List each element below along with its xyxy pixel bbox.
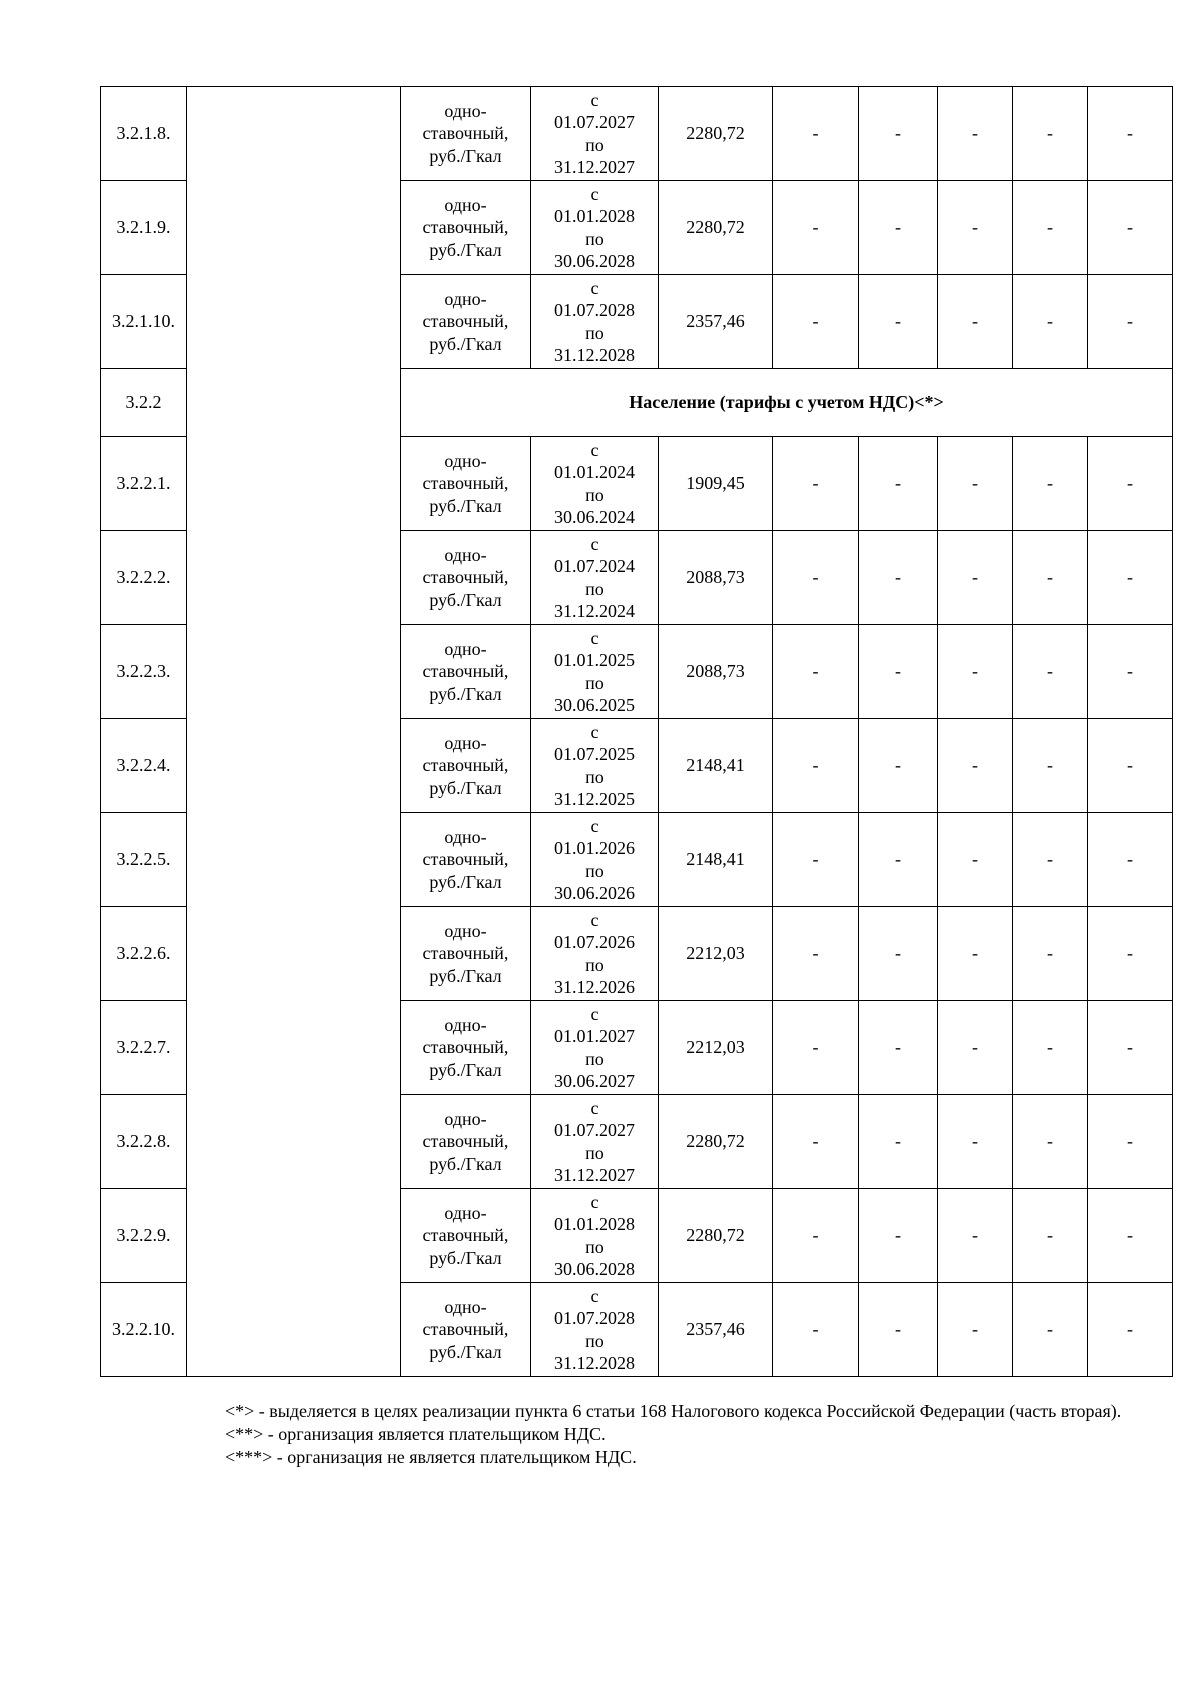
tariff-kind-cell: [401, 1189, 531, 1283]
period-cell: [531, 1001, 659, 1095]
period-line: 31.12.2024: [554, 601, 635, 621]
period-cell: [531, 437, 659, 531]
empty-value-dash: -: [1088, 625, 1173, 719]
row-number: 3.2.2.10.: [101, 1283, 187, 1377]
empty-value-dash: -: [1013, 1283, 1088, 1377]
empty-value-dash: -: [773, 1001, 859, 1095]
empty-value-dash: -: [773, 907, 859, 1001]
tariff-kind-line: одно-: [444, 826, 487, 847]
tariff-kind-cell: [401, 531, 531, 625]
empty-value-dash: -: [938, 1001, 1013, 1095]
tariff-kind-cell: [401, 719, 531, 813]
period-line: с: [590, 1191, 599, 1212]
tariff-kind-line: ставочный,: [422, 567, 509, 588]
row-number: 3.2.1.8.: [101, 87, 187, 181]
tariff-kind-line: ставочный,: [422, 1319, 509, 1340]
tariff-kind-line: одно-: [444, 1202, 487, 1223]
tariff-kind-cell: [401, 1283, 531, 1377]
period-line: с: [590, 277, 599, 298]
tariff-kind-cell: [401, 907, 531, 1001]
empty-value-dash: -: [859, 907, 938, 1001]
organization-cell-empty: [187, 87, 401, 1377]
period-line: с: [590, 183, 599, 204]
empty-value-dash: -: [773, 1283, 859, 1377]
tariff-value: 2357,46: [659, 1283, 773, 1377]
row-number: 3.2.2.2.: [101, 531, 187, 625]
period-line: с: [590, 721, 599, 742]
empty-value-dash: -: [859, 1001, 938, 1095]
period-cell: [531, 1283, 659, 1377]
period-line: по: [585, 484, 604, 505]
row-number: 3.2.1.9.: [101, 181, 187, 275]
empty-value-dash: -: [859, 181, 938, 275]
period-cell: [531, 275, 659, 369]
tariff-kind-cell: [401, 275, 531, 369]
tariff-kind-line: руб./Гкал: [429, 589, 502, 610]
tariff-kind-line: одно-: [444, 1108, 487, 1129]
period-line: по: [585, 766, 604, 787]
period-line: 01.07.2026: [554, 932, 635, 952]
empty-value-dash: -: [773, 87, 859, 181]
empty-value-dash: -: [1013, 1189, 1088, 1283]
tariff-kind-line: одно-: [444, 1296, 487, 1317]
period-line: по: [585, 672, 604, 693]
period-line: 30.06.2025: [554, 695, 635, 715]
empty-value-dash: -: [1088, 181, 1173, 275]
tariff-kind-cell: [401, 1095, 531, 1189]
tariff-kind-line: руб./Гкал: [429, 871, 502, 892]
row-number: 3.2.2.8.: [101, 1095, 187, 1189]
tariff-kind-cell: [401, 1001, 531, 1095]
period-line: 01.07.2028: [554, 300, 635, 320]
tariff-kind-line: руб./Гкал: [429, 1153, 502, 1174]
tariff-value: 2088,73: [659, 531, 773, 625]
tariff-kind-line: одно-: [444, 638, 487, 659]
empty-value-dash: -: [938, 87, 1013, 181]
empty-value-dash: -: [938, 1283, 1013, 1377]
period-line: по: [585, 860, 604, 881]
tariff-value: 2357,46: [659, 275, 773, 369]
tariff-kind-line: ставочный,: [422, 473, 509, 494]
empty-value-dash: -: [773, 1189, 859, 1283]
tariff-kind-line: руб./Гкал: [429, 965, 502, 986]
tariff-kind-line: одно-: [444, 732, 487, 753]
period-line: 01.07.2028: [554, 1308, 635, 1328]
empty-value-dash: -: [1088, 907, 1173, 1001]
table-row: [101, 87, 1173, 181]
period-line: 31.12.2028: [554, 1353, 635, 1373]
tariff-value: 2148,41: [659, 813, 773, 907]
period-cell: [531, 813, 659, 907]
empty-value-dash: -: [1013, 275, 1088, 369]
tariff-value: 2280,72: [659, 87, 773, 181]
period-line: по: [585, 322, 604, 343]
period-line: 01.07.2027: [554, 112, 635, 132]
row-number: 3.2.2.4.: [101, 719, 187, 813]
tariff-kind-line: ставочный,: [422, 1037, 509, 1058]
tariff-value: 1909,45: [659, 437, 773, 531]
period-line: 30.06.2027: [554, 1071, 635, 1091]
tariff-kind-line: одно-: [444, 450, 487, 471]
row-number: 3.2.2.6.: [101, 907, 187, 1001]
period-cell: [531, 87, 659, 181]
period-line: с: [590, 1003, 599, 1024]
tariff-kind-line: руб./Гкал: [429, 495, 502, 516]
tariff-kind-line: одно-: [444, 544, 487, 565]
section-number: 3.2.2: [101, 369, 187, 437]
footnote-not-vat-payer: <***> - организация не является плательщиком НДС.: [225, 1447, 637, 1467]
empty-value-dash: -: [1013, 1095, 1088, 1189]
tariff-kind-line: одно-: [444, 920, 487, 941]
row-number: 3.2.2.9.: [101, 1189, 187, 1283]
empty-value-dash: -: [859, 719, 938, 813]
empty-value-dash: -: [1088, 1189, 1173, 1283]
tariff-kind-cell: [401, 813, 531, 907]
tariff-kind-line: руб./Гкал: [429, 333, 502, 354]
period-line: с: [590, 815, 599, 836]
tariff-kind-line: руб./Гкал: [429, 145, 502, 166]
empty-value-dash: -: [1088, 531, 1173, 625]
footnotes: [173, 1400, 1125, 1469]
period-cell: [531, 1189, 659, 1283]
tariff-kind-line: ставочный,: [422, 123, 509, 144]
period-cell: [531, 719, 659, 813]
empty-value-dash: -: [1088, 813, 1173, 907]
tariff-kind-line: руб./Гкал: [429, 239, 502, 260]
empty-value-dash: -: [859, 813, 938, 907]
period-line: с: [590, 1097, 599, 1118]
tariff-kind-line: руб./Гкал: [429, 683, 502, 704]
row-number: 3.2.2.5.: [101, 813, 187, 907]
tariff-table-body: [101, 87, 1173, 1377]
period-cell: [531, 1095, 659, 1189]
empty-value-dash: -: [1088, 1283, 1173, 1377]
tariff-kind-cell: [401, 437, 531, 531]
empty-value-dash: -: [859, 275, 938, 369]
empty-value-dash: -: [1088, 87, 1173, 181]
tariff-value: 2088,73: [659, 625, 773, 719]
empty-value-dash: -: [773, 625, 859, 719]
tariff-kind-line: одно-: [444, 194, 487, 215]
footnote-vat-payer: <**> - организация является плательщиком НДС.: [225, 1424, 606, 1444]
period-line: 31.12.2027: [554, 1165, 635, 1185]
tariff-kind-line: ставочный,: [422, 943, 509, 964]
tariff-kind-cell: [401, 87, 531, 181]
empty-value-dash: -: [859, 625, 938, 719]
empty-value-dash: -: [1013, 531, 1088, 625]
period-line: по: [585, 1236, 604, 1257]
empty-value-dash: -: [859, 437, 938, 531]
tariff-kind-cell: [401, 625, 531, 719]
empty-value-dash: -: [859, 1283, 938, 1377]
empty-value-dash: -: [1013, 437, 1088, 531]
tariff-value: 2212,03: [659, 907, 773, 1001]
tariff-value: 2280,72: [659, 1189, 773, 1283]
period-line: 31.12.2025: [554, 789, 635, 809]
period-line: по: [585, 228, 604, 249]
empty-value-dash: -: [1013, 719, 1088, 813]
empty-value-dash: -: [859, 1095, 938, 1189]
period-line: с: [590, 89, 599, 110]
footnote-vat-allocation: <*> - выделяется в целях реализации пункта 6 статьи 168 Налогового кодекса Российской Федерации (часть вторая).: [225, 1401, 1122, 1421]
period-line: 01.01.2024: [554, 462, 635, 482]
empty-value-dash: -: [938, 1189, 1013, 1283]
empty-value-dash: -: [1088, 437, 1173, 531]
tariff-kind-line: ставочный,: [422, 1225, 509, 1246]
period-line: 01.01.2028: [554, 206, 635, 226]
empty-value-dash: -: [859, 531, 938, 625]
tariff-kind-line: одно-: [444, 1014, 487, 1035]
tariff-kind-line: одно-: [444, 288, 487, 309]
empty-value-dash: -: [938, 813, 1013, 907]
tariff-kind-line: ставочный,: [422, 1131, 509, 1152]
empty-value-dash: -: [1088, 1095, 1173, 1189]
tariff-kind-line: руб./Гкал: [429, 777, 502, 798]
period-line: по: [585, 578, 604, 599]
row-number: 3.2.1.10.: [101, 275, 187, 369]
empty-value-dash: -: [938, 625, 1013, 719]
empty-value-dash: -: [938, 181, 1013, 275]
tariff-value: 2212,03: [659, 1001, 773, 1095]
period-line: с: [590, 1285, 599, 1306]
empty-value-dash: -: [1088, 1001, 1173, 1095]
empty-value-dash: -: [938, 531, 1013, 625]
period-line: с: [590, 439, 599, 460]
tariff-kind-line: руб./Гкал: [429, 1059, 502, 1080]
empty-value-dash: -: [938, 275, 1013, 369]
period-line: 30.06.2028: [554, 251, 635, 271]
tariff-table: [100, 86, 1173, 1377]
empty-value-dash: -: [773, 275, 859, 369]
period-cell: [531, 625, 659, 719]
period-line: 01.07.2027: [554, 1120, 635, 1140]
tariff-kind-line: ставочный,: [422, 311, 509, 332]
period-line: по: [585, 134, 604, 155]
tariff-value: 2280,72: [659, 1095, 773, 1189]
tariff-kind-line: одно-: [444, 100, 487, 121]
period-line: 31.12.2026: [554, 977, 635, 997]
period-line: 01.01.2025: [554, 650, 635, 670]
empty-value-dash: -: [773, 813, 859, 907]
tariff-value: 2148,41: [659, 719, 773, 813]
period-line: с: [590, 533, 599, 554]
period-line: 01.07.2025: [554, 744, 635, 764]
empty-value-dash: -: [1013, 87, 1088, 181]
period-line: по: [585, 1330, 604, 1351]
section-title: Население (тарифы с учетом НДС)<*>: [401, 369, 1173, 437]
tariff-kind-line: ставочный,: [422, 661, 509, 682]
empty-value-dash: -: [1013, 181, 1088, 275]
empty-value-dash: -: [1088, 719, 1173, 813]
empty-value-dash: -: [1013, 907, 1088, 1001]
empty-value-dash: -: [1088, 275, 1173, 369]
empty-value-dash: -: [773, 1095, 859, 1189]
period-cell: [531, 907, 659, 1001]
period-line: по: [585, 954, 604, 975]
period-cell: [531, 531, 659, 625]
empty-value-dash: -: [773, 719, 859, 813]
period-line: с: [590, 627, 599, 648]
empty-value-dash: -: [938, 1095, 1013, 1189]
empty-value-dash: -: [859, 87, 938, 181]
empty-value-dash: -: [773, 531, 859, 625]
period-line: 01.01.2028: [554, 1214, 635, 1234]
period-line: 30.06.2026: [554, 883, 635, 903]
row-number: 3.2.2.1.: [101, 437, 187, 531]
period-line: по: [585, 1142, 604, 1163]
tariff-value: 2280,72: [659, 181, 773, 275]
tariff-kind-line: руб./Гкал: [429, 1341, 502, 1362]
empty-value-dash: -: [1013, 625, 1088, 719]
period-line: 01.01.2027: [554, 1026, 635, 1046]
empty-value-dash: -: [938, 719, 1013, 813]
row-number: 3.2.2.3.: [101, 625, 187, 719]
empty-value-dash: -: [1013, 1001, 1088, 1095]
period-line: 31.12.2027: [554, 157, 635, 177]
tariff-kind-line: ставочный,: [422, 849, 509, 870]
period-cell: [531, 181, 659, 275]
empty-value-dash: -: [938, 907, 1013, 1001]
period-line: 31.12.2028: [554, 345, 635, 365]
tariff-kind-line: ставочный,: [422, 217, 509, 238]
empty-value-dash: -: [1013, 813, 1088, 907]
period-line: 01.07.2024: [554, 556, 635, 576]
empty-value-dash: -: [859, 1189, 938, 1283]
tariff-kind-cell: [401, 181, 531, 275]
empty-value-dash: -: [773, 181, 859, 275]
empty-value-dash: -: [938, 437, 1013, 531]
row-number: 3.2.2.7.: [101, 1001, 187, 1095]
period-line: с: [590, 909, 599, 930]
period-line: по: [585, 1048, 604, 1069]
tariff-kind-line: ставочный,: [422, 755, 509, 776]
period-line: 30.06.2024: [554, 507, 635, 527]
period-line: 30.06.2028: [554, 1259, 635, 1279]
period-line: 01.01.2026: [554, 838, 635, 858]
empty-value-dash: -: [773, 437, 859, 531]
tariff-kind-line: руб./Гкал: [429, 1247, 502, 1268]
